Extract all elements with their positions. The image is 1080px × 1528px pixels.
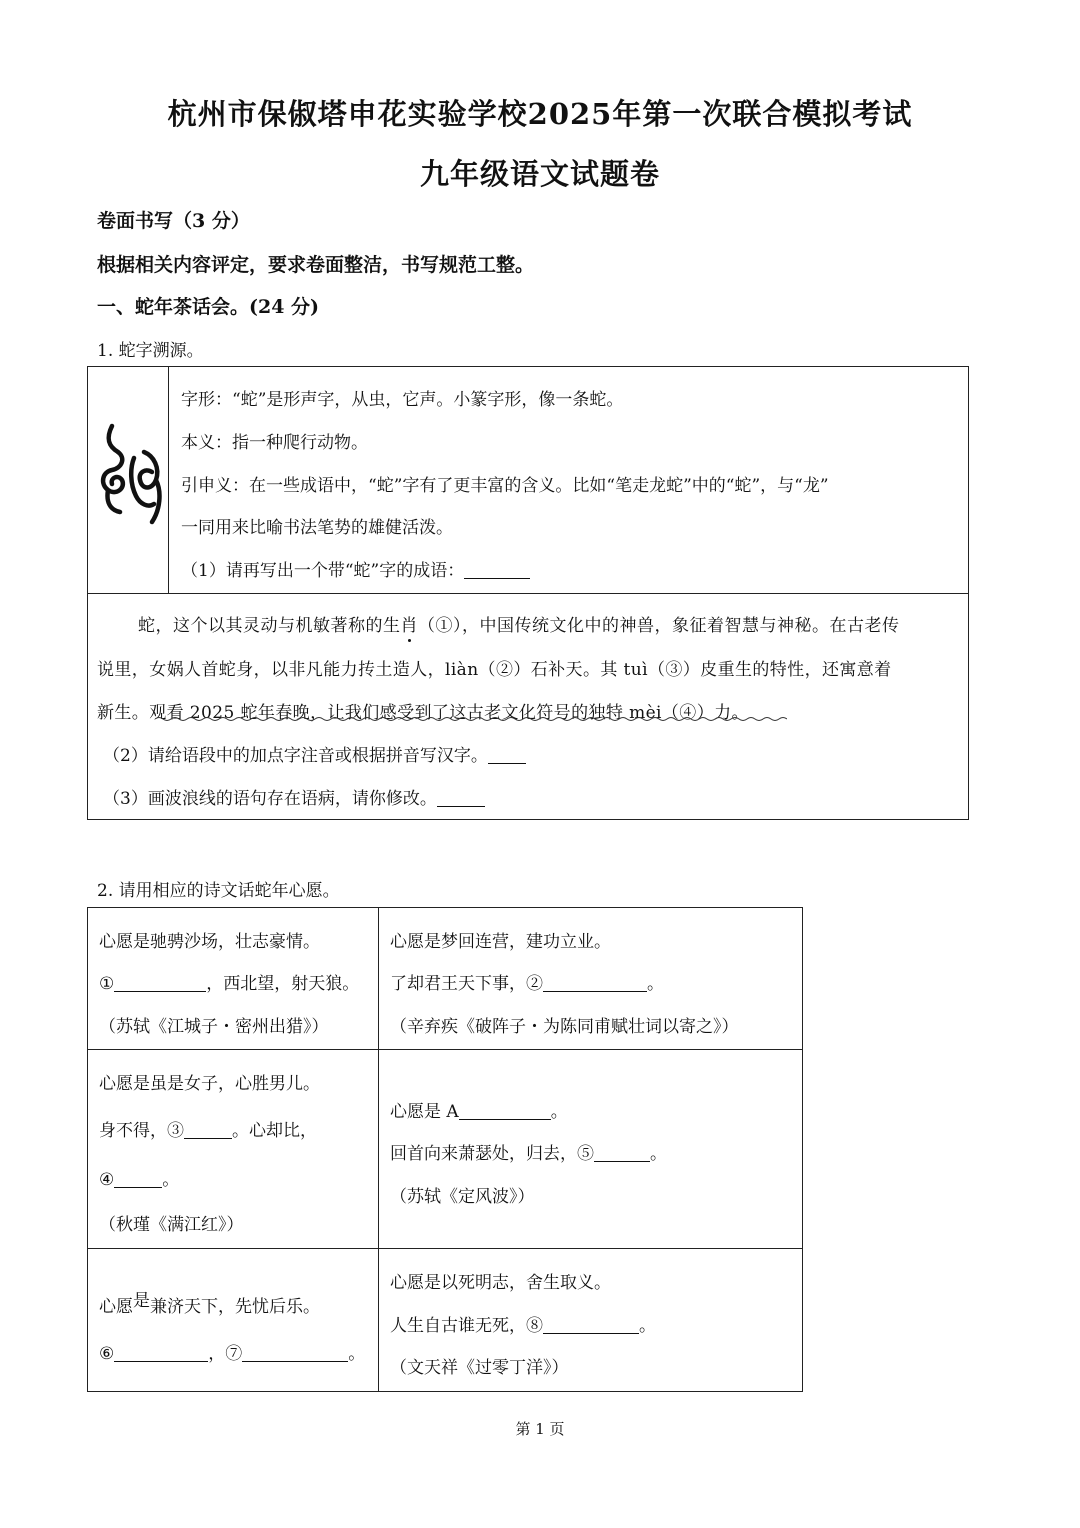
q2-cell-r2c2-source: （苏轼《定风波》）: [390, 1187, 535, 1207]
poem-text: 兼济天下，先忧后乐。: [150, 1297, 320, 1317]
poem-text: 。: [639, 1316, 656, 1336]
q2-cell-r2c1-line2: [99, 1116, 317, 1141]
q1-passage-line1: [138, 611, 900, 636]
seal-script-snake-icon: [96, 418, 166, 528]
poem-text: 。: [550, 1102, 568, 1122]
section1-heading: 一、蛇年茶话会。(24 分): [97, 296, 320, 318]
q1-label: 1. 蛇字溯源。: [97, 341, 204, 361]
q1-passage-line2: 说里，女娲人首蛇身，以非凡能力抟土造人，liàn（②）石补天。其 tuì（③）皮重生的特性，还寓意着: [97, 660, 892, 680]
q2-cell-r1c2-line2: [390, 969, 664, 994]
poem-text: 身不得，③: [99, 1121, 184, 1141]
poem-text: 是: [133, 1291, 150, 1311]
poem-text: 。: [650, 1144, 667, 1164]
q2-cell-r2c1-line1: 心愿是虽是女子，心胜男儿。: [99, 1074, 320, 1094]
q1-passage-text: 蛇，这个以其灵动与机敏著称的生: [138, 616, 401, 636]
q1-sub2: [103, 741, 526, 766]
q1-sub1: [181, 556, 530, 581]
q2-cell-r3c2-source: （文天祥《过零丁洋》）: [390, 1358, 569, 1378]
q2-cell-r1c1-line1: 心愿是驰骋沙场，壮志豪情。: [99, 932, 320, 952]
q1-sub3-answer-blank[interactable]: [437, 788, 485, 807]
answer-blank-8[interactable]: [543, 1315, 639, 1334]
q1-sub2-text: （2）请给语段中的加点字注音或根据拼音写汉字。: [103, 746, 488, 766]
q1-extended-meaning: 引申义：在一些成语中，“蛇”字有了更丰富的含义。比如“笔走龙蛇”中的“蛇”，与“龙”: [181, 476, 829, 496]
poem-text: 心愿: [99, 1297, 133, 1317]
poem-text: 回首向来萧瑟处，归去，⑤: [390, 1144, 594, 1164]
handwriting-instructions: 根据相关内容评定，要求卷面整洁，书写规范工整。: [97, 254, 535, 276]
q1-glyph-form: 字形：“蛇”是形声字，从虫，它声。小篆字形，像一条蛇。: [181, 390, 624, 410]
q2-cell-r3c2-line2: [390, 1311, 656, 1336]
poem-text: 心愿是 A: [390, 1102, 459, 1122]
q1-passage-text: （①），中国传统文化中的神兽，象征着智慧与神秘。在古老传: [418, 616, 900, 636]
answer-blank-6[interactable]: [114, 1343, 208, 1362]
poem-text: 了却君王天下事，②: [390, 974, 543, 994]
q2-cell-r1c2-line1: 心愿是梦回连营，建功立业。: [390, 932, 611, 952]
poem-text: 。: [162, 1170, 180, 1190]
q2-cell-r1c1-source: （苏轼《江城子・密州出猎》）: [99, 1017, 329, 1037]
q2-cell-r2c1-line3: [99, 1165, 179, 1190]
q1-box-divider: [168, 366, 169, 593]
q1-sub1-text: （1）请再写出一个带“蛇”字的成语：: [181, 561, 465, 581]
answer-blank-7[interactable]: [242, 1343, 348, 1362]
q2-cell-r2c2-line1: [390, 1097, 568, 1122]
wavy-underline: [155, 716, 787, 722]
q1-wavy-sentence: 观看 2025 蛇年春晚，让我们感受到了这古老文化符号的独特 mèi（④）力。: [149, 703, 749, 723]
poem-text: 。: [647, 974, 664, 994]
poem-text: 人生自古谁无死，⑧: [390, 1316, 543, 1336]
blank-number: ④: [99, 1170, 115, 1190]
answer-blank-5[interactable]: [594, 1143, 650, 1162]
blank-number: ⑥: [99, 1344, 115, 1364]
blank-number: ①: [99, 974, 115, 994]
answer-blank-A[interactable]: [459, 1101, 551, 1120]
q1-sub2-answer-blank[interactable]: [488, 745, 526, 764]
q2-table-row-divider-2: [87, 1248, 803, 1249]
q2-table-col-divider: [378, 907, 379, 1392]
q2-cell-r3c1-line2: [99, 1339, 365, 1364]
poem-text: ，⑦: [208, 1344, 243, 1364]
q2-cell-r1c1-line2: [99, 969, 359, 994]
q1-sub3-text: （3）画波浪线的语句存在语病，请你修改。: [103, 789, 437, 809]
answer-blank-4[interactable]: [114, 1169, 162, 1188]
exam-title: 杭州市保俶塔申花实验学校2025年第一次联合模拟考试: [167, 97, 913, 131]
answer-blank-3[interactable]: [184, 1120, 232, 1139]
poem-text: 。心却比，: [232, 1121, 317, 1141]
q2-cell-r2c1-source: （秋瑾《满江红》）: [99, 1215, 244, 1235]
q2-table-row-divider-1: [87, 1049, 803, 1050]
q2-cell-r3c2-line1: 心愿是以死明志，舍生取义。: [390, 1273, 611, 1293]
q1-passage-text: 新生。: [97, 703, 150, 723]
q2-label: 2. 请用相应的诗文话蛇年心愿。: [97, 881, 340, 901]
answer-blank-2[interactable]: [543, 973, 647, 992]
q1-box-split: [87, 593, 969, 594]
handwriting-heading: 卷面书写（3 分）: [97, 210, 250, 232]
q1-extended-meaning-cont: 一同用来比喻书法笔势的雄健活泼。: [181, 518, 453, 538]
poem-text: 。: [348, 1344, 366, 1364]
q2-cell-r3c1-line1: [99, 1292, 320, 1317]
page-number: 第 1 页: [515, 1420, 565, 1438]
q1-dotted-char: 肖: [400, 616, 418, 636]
q1-original-meaning: 本义：指一种爬行动物。: [181, 433, 368, 453]
q1-sub3: [103, 784, 485, 809]
q2-cell-r1c2-source: （辛弃疾《破阵子・为陈同甫赋壮词以寄之》）: [390, 1017, 739, 1037]
answer-blank-1[interactable]: [114, 973, 206, 992]
poem-text: ，西北望，射天狼。: [206, 974, 360, 994]
q2-cell-r2c2-line2: [390, 1139, 667, 1164]
exam-subtitle: 九年级语文试题卷: [419, 157, 660, 191]
q1-sub1-answer-blank[interactable]: [464, 560, 530, 579]
